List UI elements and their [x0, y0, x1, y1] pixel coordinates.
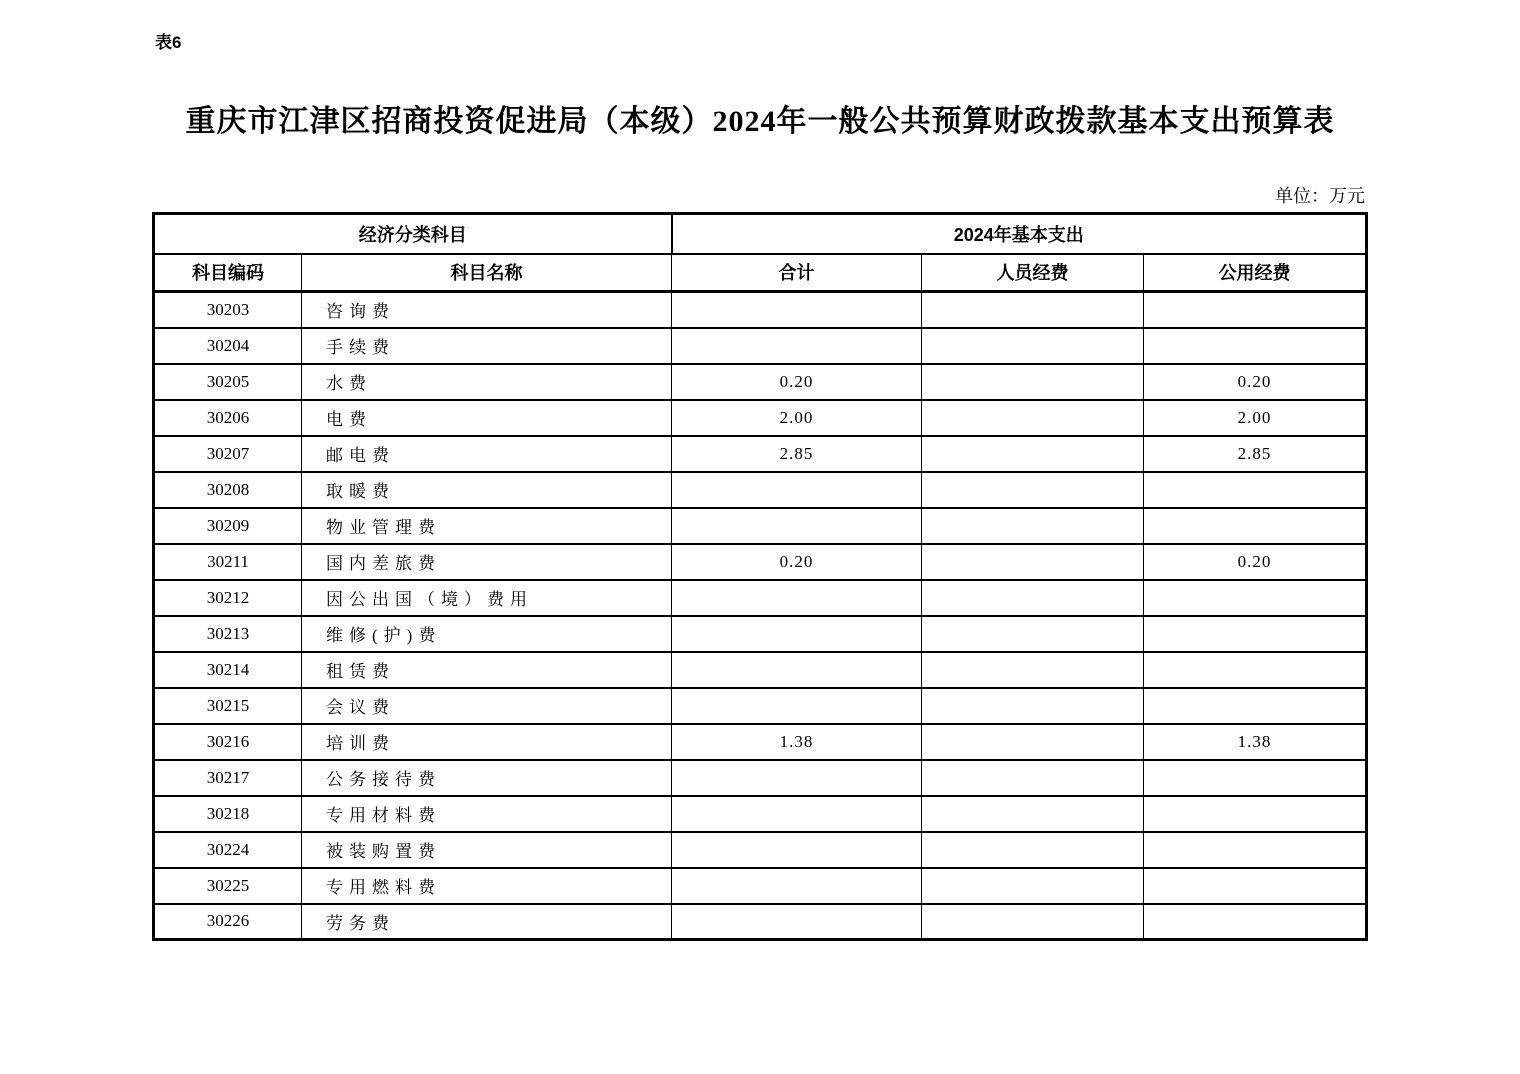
cell-personnel: [922, 724, 1144, 760]
cell-code: 30211: [154, 544, 302, 580]
col-header-subject-name: 科目名称: [302, 254, 672, 292]
col-header-subject-code: 科目编码: [154, 254, 302, 292]
table-row: [154, 400, 1367, 436]
cell-name: 水费: [302, 364, 672, 400]
cell-personnel: [922, 472, 1144, 508]
cell-total: [672, 796, 922, 832]
cell-total: [672, 832, 922, 868]
cell-code: 30213: [154, 616, 302, 652]
cell-name: 电费: [302, 400, 672, 436]
cell-code: 30207: [154, 436, 302, 472]
table-row: [154, 580, 1367, 616]
cell-name: 专用燃料费: [302, 868, 672, 904]
cell-name: 手续费: [302, 328, 672, 364]
cell-code: 30217: [154, 760, 302, 796]
cell-personnel: [922, 904, 1144, 940]
table-row: [154, 436, 1367, 472]
cell-personnel: [922, 508, 1144, 544]
cell-total: [672, 868, 922, 904]
cell-code: 30225: [154, 868, 302, 904]
cell-personnel: [922, 436, 1144, 472]
table-row: [154, 904, 1367, 940]
cell-code: 30208: [154, 472, 302, 508]
cell-public: [1144, 616, 1367, 652]
budget-table: [152, 212, 1368, 941]
page-title: 重庆市江津区招商投资促进局（本级）2024年一般公共预算财政拨款基本支出预算表: [185, 105, 1335, 138]
cell-code: 30214: [154, 652, 302, 688]
cell-total: [672, 652, 922, 688]
table-row: [154, 652, 1367, 688]
cell-code: 30206: [154, 400, 302, 436]
cell-public: [1144, 472, 1367, 508]
cell-personnel: [922, 760, 1144, 796]
cell-name: 培训费: [302, 724, 672, 760]
cell-personnel: [922, 832, 1144, 868]
cell-public: 0.20: [1144, 544, 1367, 580]
cell-personnel: [922, 688, 1144, 724]
cell-total: 2.85: [672, 436, 922, 472]
table-row: [154, 508, 1367, 544]
table-row: [154, 364, 1367, 400]
table-row: [154, 868, 1367, 904]
cell-total: 0.20: [672, 544, 922, 580]
cell-name: 维修(护)费: [302, 616, 672, 652]
cell-personnel: [922, 364, 1144, 400]
col-header-total: 合计: [672, 254, 922, 292]
cell-personnel: [922, 868, 1144, 904]
cell-public: [1144, 652, 1367, 688]
cell-name: 取暖费: [302, 472, 672, 508]
cell-code: 30224: [154, 832, 302, 868]
col-header-public-funds: 公用经费: [1144, 254, 1367, 292]
cell-total: 2.00: [672, 400, 922, 436]
cell-personnel: [922, 328, 1144, 364]
cell-total: [672, 508, 922, 544]
cell-code: 30212: [154, 580, 302, 616]
header-columns-row: [154, 254, 1367, 292]
cell-code: 30205: [154, 364, 302, 400]
col-header-personnel-funds: 人员经费: [922, 254, 1144, 292]
cell-public: [1144, 904, 1367, 940]
cell-public: 2.00: [1144, 400, 1367, 436]
table-number-label: 表6: [155, 33, 182, 52]
header-group-row: [154, 214, 1367, 254]
cell-name: 劳务费: [302, 904, 672, 940]
cell-name: 会议费: [302, 688, 672, 724]
cell-code: 30216: [154, 724, 302, 760]
cell-name: 邮电费: [302, 436, 672, 472]
cell-name: 公务接待费: [302, 760, 672, 796]
cell-name: 被装购置费: [302, 832, 672, 868]
cell-personnel: [922, 616, 1144, 652]
cell-total: 0.20: [672, 364, 922, 400]
cell-public: [1144, 760, 1367, 796]
cell-public: [1144, 796, 1367, 832]
cell-personnel: [922, 544, 1144, 580]
table-row: [154, 472, 1367, 508]
cell-name: 物业管理费: [302, 508, 672, 544]
cell-public: [1144, 292, 1367, 328]
cell-public: [1144, 688, 1367, 724]
cell-code: 30215: [154, 688, 302, 724]
table-row: [154, 688, 1367, 724]
cell-public: [1144, 508, 1367, 544]
table-row: [154, 832, 1367, 868]
table-row: [154, 616, 1367, 652]
cell-personnel: [922, 292, 1144, 328]
table-row: [154, 328, 1367, 364]
cell-total: [672, 580, 922, 616]
cell-personnel: [922, 580, 1144, 616]
cell-name: 租赁费: [302, 652, 672, 688]
table-row: [154, 760, 1367, 796]
cell-public: 0.20: [1144, 364, 1367, 400]
cell-code: 30209: [154, 508, 302, 544]
cell-total: [672, 904, 922, 940]
cell-public: 2.85: [1144, 436, 1367, 472]
cell-personnel: [922, 796, 1144, 832]
cell-total: [672, 688, 922, 724]
cell-public: [1144, 832, 1367, 868]
cell-code: 30203: [154, 292, 302, 328]
table-row: [154, 796, 1367, 832]
table-header: [154, 214, 1367, 292]
table-row: [154, 292, 1367, 328]
cell-personnel: [922, 652, 1144, 688]
cell-personnel: [922, 400, 1144, 436]
cell-code: 30226: [154, 904, 302, 940]
cell-total: [672, 472, 922, 508]
cell-name: 咨询费: [302, 292, 672, 328]
cell-name: 专用材料费: [302, 796, 672, 832]
cell-total: [672, 292, 922, 328]
cell-public: [1144, 580, 1367, 616]
cell-total: [672, 760, 922, 796]
cell-total: [672, 328, 922, 364]
unit-label: 单位：万元: [1275, 186, 1365, 206]
table-row: [154, 544, 1367, 580]
cell-code: 30218: [154, 796, 302, 832]
cell-total: 1.38: [672, 724, 922, 760]
cell-code: 30204: [154, 328, 302, 364]
table-body: [154, 292, 1367, 940]
header-group-economic-classification: 经济分类科目: [154, 214, 672, 254]
table-row: [154, 724, 1367, 760]
cell-public: [1144, 328, 1367, 364]
header-group-2024-basic-expenditure: 2024年基本支出: [672, 214, 1367, 254]
cell-public: 1.38: [1144, 724, 1367, 760]
cell-name: 因公出国（境）费用: [302, 580, 672, 616]
cell-public: [1144, 868, 1367, 904]
cell-name: 国内差旅费: [302, 544, 672, 580]
cell-total: [672, 616, 922, 652]
